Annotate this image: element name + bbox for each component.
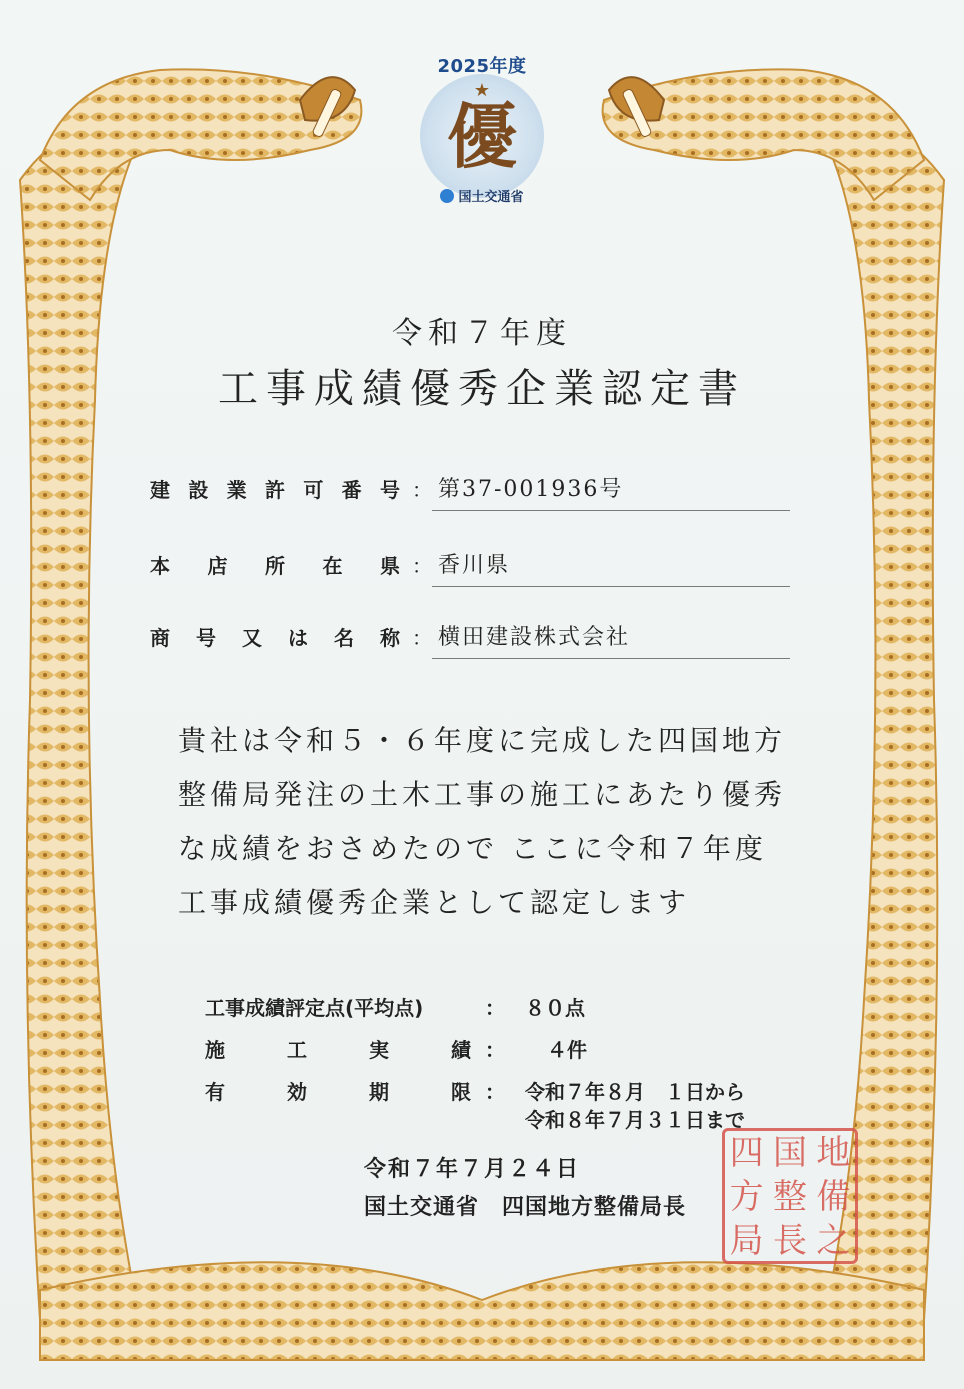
- label-char: 期: [369, 1080, 389, 1104]
- ministry-logo-icon: [440, 189, 454, 203]
- badge-character: 優: [447, 95, 517, 178]
- seal-char: 地: [816, 1133, 851, 1173]
- field-colon: ：: [412, 554, 432, 578]
- label-char: 効: [287, 1080, 307, 1104]
- field-colon: ：: [412, 626, 432, 650]
- excellence-badge: [416, 52, 548, 212]
- seal-char: 整: [772, 1177, 807, 1217]
- statement-line: 工事成績優秀企業として認定します: [178, 886, 691, 919]
- seal-char: 之: [816, 1221, 851, 1261]
- label-char: 名: [334, 626, 354, 650]
- seal-char: 長: [772, 1221, 807, 1261]
- seal-char: 国: [772, 1133, 807, 1173]
- statement-line: な成績をおさめたので ここに令和７年度: [178, 832, 767, 865]
- label-char: 県: [380, 554, 400, 578]
- field-label: [150, 550, 400, 579]
- label-char: 店: [207, 554, 228, 578]
- label-char: 号: [196, 626, 216, 650]
- label-char: 可: [303, 478, 324, 502]
- label-char: 施: [205, 1038, 225, 1062]
- statement-line: 貴社は令和５・６年度に完成した四国地方: [178, 724, 787, 757]
- validity-from: 令和７年８月 １日から: [525, 1080, 745, 1104]
- field-underline: [432, 510, 790, 511]
- label-char: 称: [380, 626, 400, 650]
- certificate-title: 工事成績優秀企業認定書: [218, 366, 746, 412]
- validity-label: [205, 1076, 471, 1105]
- statement-line: 整備局発注の土木工事の施工にあたり優秀: [178, 778, 787, 811]
- validity-to: 令和８年７月３１日まで: [525, 1108, 745, 1132]
- field-value: 第37-001936号: [438, 477, 624, 502]
- label-char: 番: [341, 478, 362, 502]
- field-value: 香川県: [438, 553, 511, 578]
- field-underline: [432, 658, 790, 659]
- score-label: 工事成績評定点(平均点): [205, 996, 424, 1020]
- badge-ministry: [416, 186, 548, 205]
- field-label: [150, 474, 400, 503]
- label-char: 設: [188, 478, 209, 502]
- label-char: 又: [242, 626, 262, 650]
- label-char: 建: [150, 478, 170, 502]
- certificate-year: 令和７年度: [392, 316, 572, 351]
- label-char: 所: [265, 554, 285, 578]
- label-char: 業: [226, 478, 247, 502]
- badge-ministry-label: 国土交通省: [458, 190, 524, 205]
- badge-year: 2025年度: [437, 56, 527, 77]
- company-name-field: [150, 622, 790, 662]
- label-char: 績: [451, 1038, 471, 1062]
- stat-colon: ：: [485, 996, 505, 1020]
- official-seal: [722, 1128, 858, 1264]
- seal-char: 備: [816, 1177, 851, 1217]
- label-char: 許: [264, 478, 285, 502]
- label-char: 商: [150, 626, 170, 650]
- score-value: ８０点: [525, 996, 585, 1020]
- label-char: 在: [322, 554, 343, 578]
- stat-colon: ：: [485, 1038, 505, 1062]
- head-office-prefecture-field: [150, 550, 790, 590]
- issue-date: 令和７年７月２４日: [364, 1157, 581, 1182]
- label-char: は: [288, 626, 308, 650]
- star-icon: ★: [473, 80, 491, 101]
- issuer: 国土交通省 四国地方整備局長: [364, 1195, 687, 1220]
- field-label: [150, 622, 400, 651]
- record-value: ４件: [547, 1038, 587, 1062]
- label-char: 有: [205, 1080, 225, 1104]
- label-char: 実: [369, 1038, 389, 1062]
- label-char: 本: [150, 554, 170, 578]
- seal-char: 四: [729, 1133, 764, 1173]
- field-colon: ：: [412, 478, 432, 502]
- label-char: 工: [287, 1038, 307, 1062]
- license-number-field: [150, 474, 790, 514]
- seal-char: 局: [729, 1221, 764, 1261]
- stat-colon: ：: [485, 1080, 505, 1104]
- seal-char: 方: [729, 1177, 764, 1217]
- record-label: [205, 1034, 471, 1063]
- field-underline: [432, 586, 790, 587]
- label-char: 限: [451, 1080, 471, 1104]
- label-char: 号: [379, 478, 400, 502]
- field-value: 横田建設株式会社: [438, 625, 631, 650]
- certification-statement: [178, 714, 818, 930]
